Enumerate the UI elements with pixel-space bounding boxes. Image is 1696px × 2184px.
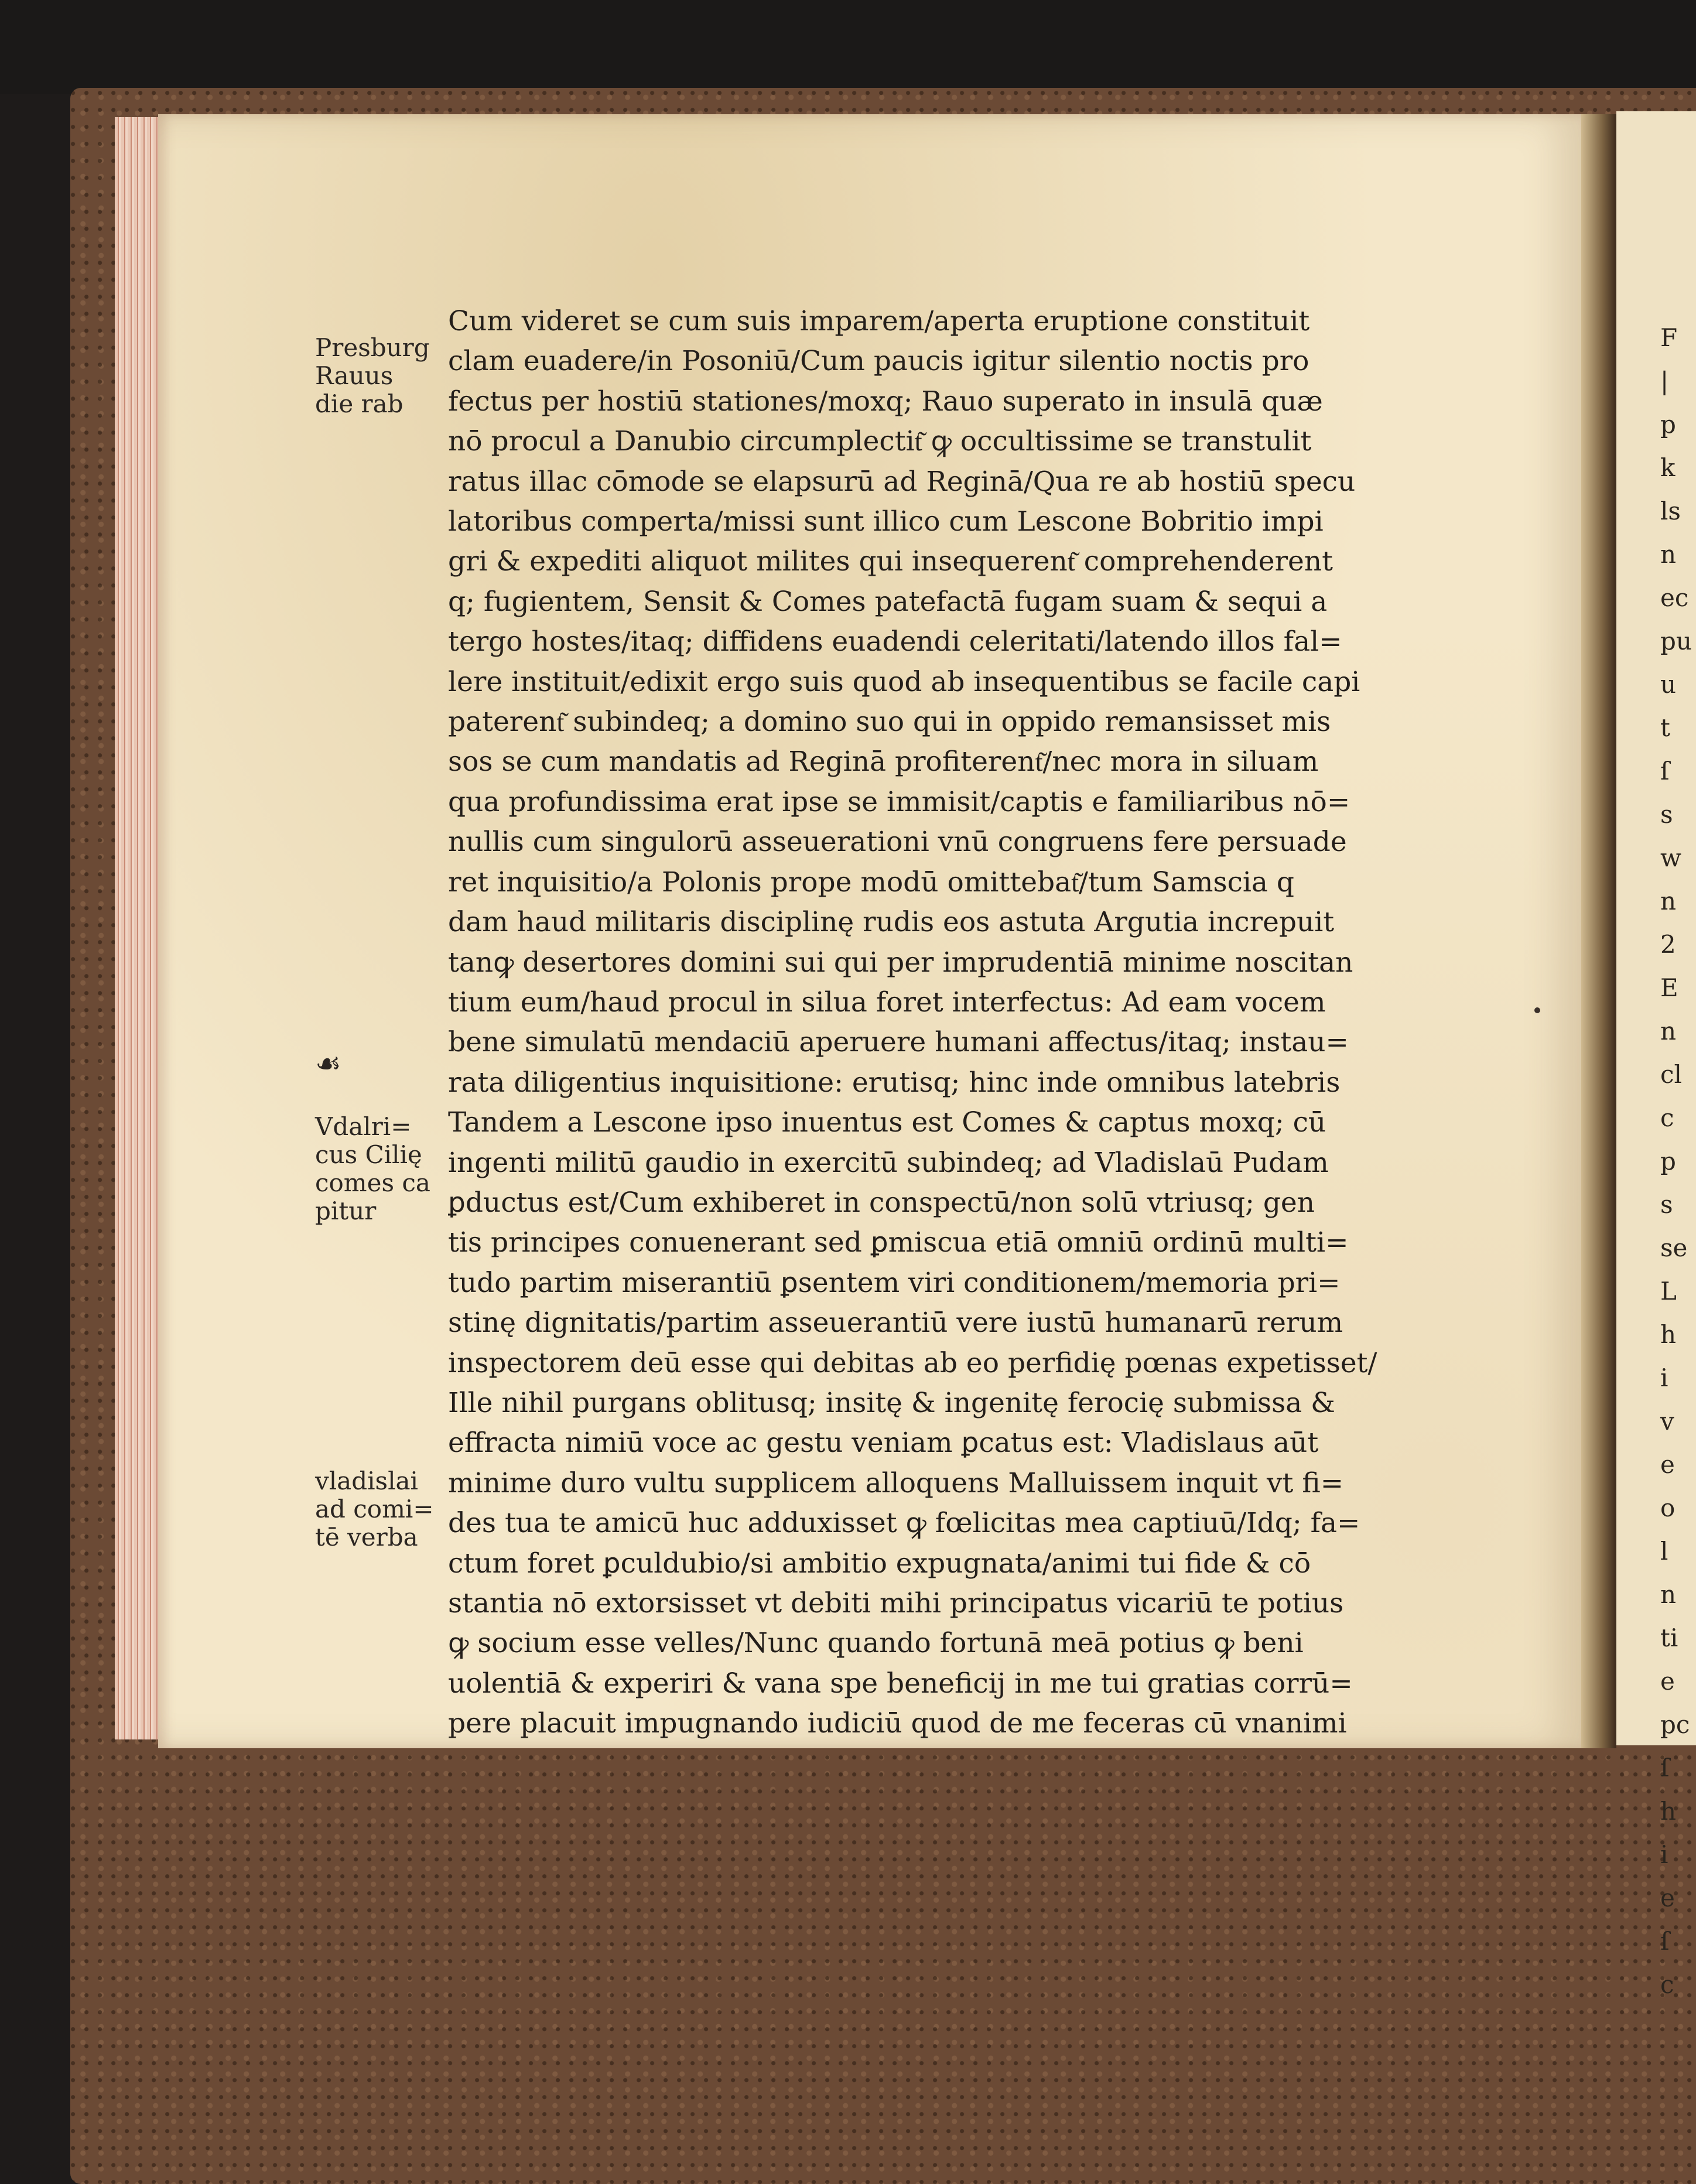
facing-fragment: ſ — [1660, 1754, 1670, 1782]
facing-fragment: v — [1660, 1407, 1674, 1436]
facing-fragment: ec — [1660, 583, 1689, 612]
text-line: tium eum/haud procul in silua foret interfectus: Ad eam vocem — [448, 986, 1326, 1018]
ink-speck — [1534, 1007, 1540, 1013]
facing-page-text — [1660, 316, 1696, 2007]
facing-fragment: F — [1660, 323, 1678, 352]
margin-note-line: die rab — [315, 389, 404, 418]
text-line: ꝑductus est/Cum exhiberet in conspectū/non solū vtriusq; gen — [448, 1186, 1315, 1219]
margin-note-line: Presburg — [315, 333, 430, 362]
facing-fragment: ti — [1660, 1624, 1678, 1652]
facing-fragment: ls — [1660, 497, 1681, 525]
facing-fragment: k — [1660, 453, 1676, 482]
facing-fragment: se — [1660, 1233, 1688, 1262]
facing-fragment: l — [1660, 1537, 1668, 1566]
facing-fragment: p — [1660, 1147, 1676, 1175]
facing-fragment: s — [1660, 800, 1673, 829]
margin-note-line: vladislai — [315, 1467, 418, 1495]
text-line: tis principes conuenerant sed ꝑmiscua etiā omniū ordinū multi= — [448, 1226, 1349, 1259]
facing-fragment: ſ — [1660, 757, 1670, 785]
facing-fragment: e — [1660, 1450, 1675, 1479]
text-line: pere placuit impugnando iudiciū quod de me feceras cū vnanimi — [448, 1707, 1347, 1740]
text-line: qua profundissima erat ipse se immisit/captis e familiaribus nō= — [448, 785, 1350, 818]
text-line: stantia nō extorsisset vt debiti mihi principatus vicariū te potius — [448, 1587, 1344, 1619]
text-line: paterent͂ subindeq; a domino suo qui in oppido remansisset mis — [448, 706, 1331, 739]
text-line: q; fugientem, Sensit & Comes patefactā fugam suam & sequi a — [448, 585, 1328, 618]
margin-note-line: Vdalri= — [315, 1112, 412, 1141]
text-line: ctum foret ꝑculdubio/si ambitio expugnata/animi tui fide & cō — [448, 1547, 1311, 1580]
text-line: ingenti militū gaudio in exercitū subindeq; ad Vladislaū Pudam — [448, 1146, 1329, 1179]
text-line: Cum videret se cum suis imparem/aperta eruptione constituit — [448, 305, 1310, 337]
text-line: latoribus comperta/missi sunt illico cum Lescone Bobritio impi — [448, 505, 1324, 538]
facing-fragment: c — [1660, 1970, 1674, 1999]
text-line: stinę dignitatis/partim asseuerantiū vere iustū humanarū rerum — [448, 1307, 1343, 1339]
facing-fragment: h — [1660, 1320, 1677, 1349]
facing-fragment: h — [1660, 1797, 1677, 1826]
facing-fragment: n — [1660, 1580, 1677, 1609]
facing-fragment: n — [1660, 887, 1677, 915]
text-line: nō procul a Danubio circumplectit͂ ꝙ occultissime se transtulit — [448, 425, 1312, 458]
facing-fragment: o — [1660, 1493, 1676, 1522]
text-line: dam haud militaris disciplinę rudis eos astuta Argutia increpuit — [448, 906, 1335, 939]
text-line: lere instituit/edixit ergo suis quod ab insequentibus se facile capi — [448, 665, 1360, 698]
text-line: clam euadere/in Posoniū/Cum paucis igitur silentio noctis pro — [448, 345, 1309, 378]
facing-fragment: E — [1660, 973, 1678, 1002]
text-line: des tua te amicū huc adduxisset ꝙ fœlicitas mea captiuū/Idq; fa= — [448, 1507, 1360, 1540]
margin-note-line: comes ca — [315, 1168, 430, 1197]
text-line: minime duro vultu supplicem alloquens Malluissem inquit vt fi= — [448, 1467, 1344, 1499]
text-line: ꝙ socium esse velles/Nunc quando fortunā meā potius ꝙ beni — [448, 1627, 1304, 1660]
facing-fragment: pc — [1660, 1710, 1690, 1739]
facing-fragment: L — [1660, 1277, 1677, 1305]
text-line: tudo partim miserantiū ꝑsentem viri conditionem/memoria pri= — [448, 1266, 1341, 1299]
margin-note-line: Rauus — [315, 361, 394, 390]
book-gutter — [1581, 114, 1616, 1748]
facing-fragment: ſ — [1660, 1927, 1670, 1956]
text-line: ratus illac cōmode se elapsurū ad Reginā/Qua re ab hostiū specu — [448, 465, 1356, 498]
margin-note-line: tē verba — [315, 1523, 418, 1551]
margin-note-line: cus Cilię — [315, 1140, 422, 1169]
facing-fragment: e — [1660, 1667, 1675, 1696]
backdrop — [0, 0, 1696, 94]
text-line: uolentiā & experiri & vana spe beneficij in me tui gratias corrū= — [448, 1667, 1353, 1700]
text-line: nullis cum singulorū asseuerationi vnū congruens fere persuade — [448, 826, 1347, 859]
text-line: gri & expediti aliquot milites qui insequerent͂ comprehenderent — [448, 545, 1333, 578]
facing-fragment: t — [1660, 713, 1670, 742]
main-text-block — [448, 302, 1408, 1744]
facing-fragment: p — [1660, 410, 1676, 439]
text-line: effracta nimiū voce ac gestu veniam ꝑcatus est: Vladislaus aūt — [448, 1427, 1319, 1460]
fleuron-mark: ☙ — [315, 1047, 341, 1081]
facing-fragment: 2 — [1660, 930, 1676, 959]
facing-fragment: w — [1660, 843, 1681, 872]
margin-note-line: ad comi= — [315, 1495, 434, 1523]
margin-note-presburg — [315, 334, 430, 418]
facing-fragment: e — [1660, 1884, 1675, 1912]
margin-note-vladislai — [315, 1467, 434, 1551]
text-line: Ille nihil purgans oblitusq; insitę & ingenitę ferocię submissa & — [448, 1386, 1336, 1419]
text-line: fectus per hostiū stationes/moxq; Rauo superato in insulā quæ — [448, 385, 1323, 418]
text-line: tanꝙ desertores domini sui qui per imprudentiā minime noscitan — [448, 946, 1353, 979]
margin-note-line: pitur — [315, 1197, 377, 1225]
text-line: tergo hostes/itaq; diffidens euadendi celeritati/latendo illos fal= — [448, 626, 1342, 658]
text-line: Tandem a Lescone ipso inuentus est Comes & captus moxq; cū — [448, 1106, 1326, 1139]
text-line: bene simulatū mendaciū aperuere humani affectus/itaq; instau= — [448, 1026, 1349, 1059]
facing-fragment: n — [1660, 540, 1677, 569]
margin-note-udalricus — [315, 1113, 430, 1225]
text-line: ret inquisitio/a Polonis prope modū omittebat͂/tum Samscia q — [448, 866, 1294, 898]
text-line: inspectorem deū esse qui debitas ab eo perfidię pœnas expetisset/ — [448, 1346, 1377, 1379]
text-line: sos se cum mandatis ad Reginā profiterent͂/nec mora in siluam — [448, 746, 1319, 778]
facing-fragment: pu — [1660, 627, 1692, 655]
facing-fragment: s — [1660, 1190, 1673, 1219]
facing-fragment: cl — [1660, 1060, 1682, 1089]
facing-fragment: u — [1660, 670, 1677, 699]
facing-fragment: c — [1660, 1103, 1674, 1132]
facing-fragment: i — [1660, 1363, 1668, 1392]
facing-fragment: n — [1660, 1017, 1677, 1045]
text-line: rata diligentius inquisitione: erutisq; hinc inde omnibus latebris — [448, 1066, 1341, 1099]
facing-fragment: i — [1660, 1840, 1668, 1869]
facing-fragment: | — [1660, 367, 1669, 395]
